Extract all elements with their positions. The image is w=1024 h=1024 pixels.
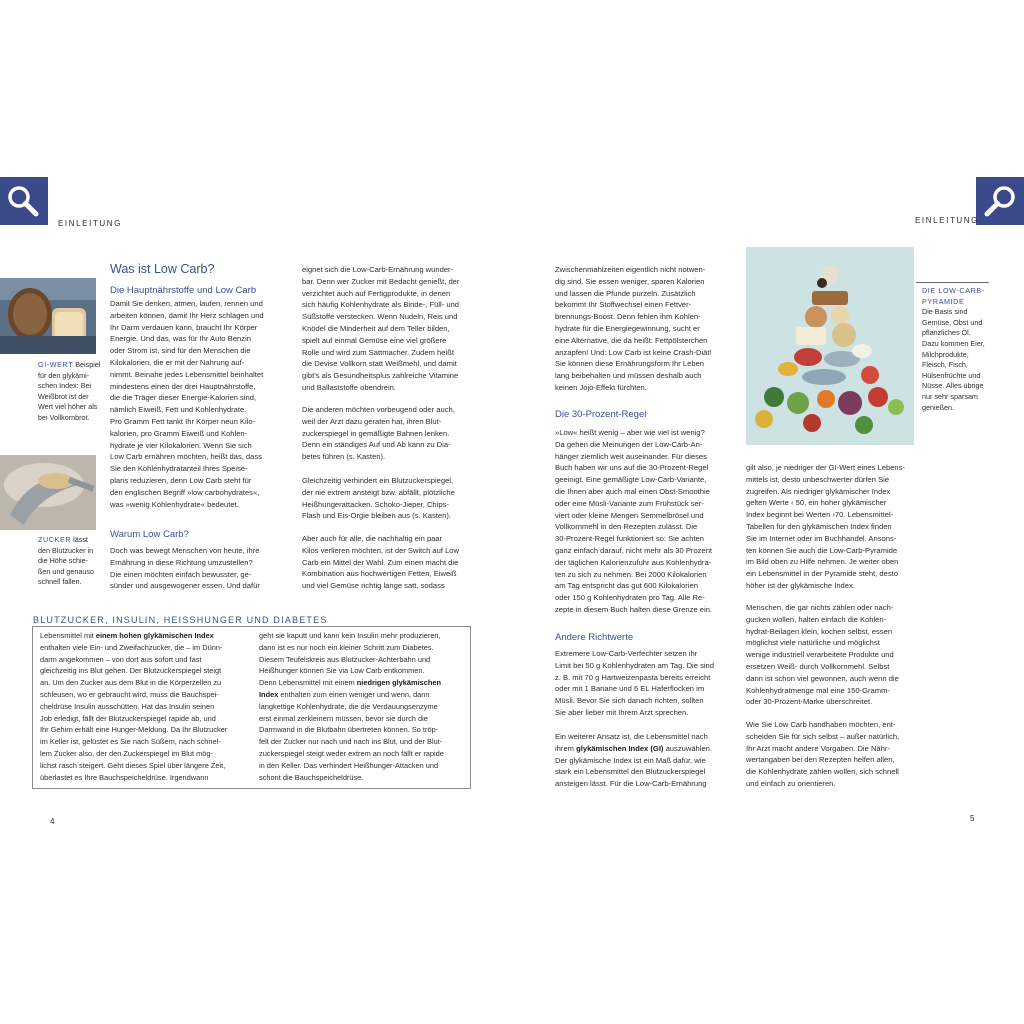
text-part: auszuwählen. Der glykämische Index ist ein Maß dafür, wie stark ein Lebensmittel den Blutzuckerspiegel ansteigen lässt. Für die Low-Carb-Ernährung	[555, 743, 713, 789]
body-paragraph: Extremere Low-Carb-Verfechter setzen ihr Limit bei 50 g Kohlenhydraten am Tag. Die sind z. B. mit 70 g Hartweizenpasta bereits erreicht oder mit 1 Banane und 6 EL Haferflocken im Müsli. Bevor Sie sich danach richten, sollten Sie aber lieber mit Ihrem Arzt sprechen.	[555, 649, 715, 717]
body-paragraph: gilt also, je niedriger der GI-Wert eines Lebens- mittels ist, desto unbeschwerter dürfen Sie zugreifen. Als niedriger glykämischer Index gelten Werte ‹ 50, ein hoher glykämischer Index beginnt bei Werten ›70. Lebensmittel- Tabellen für den glykämischen Index finden Sie im Internet oder im Buchhandel. Ansons- ten können Sie auch die Low-Carb-Pyramide im Bild oben zu Hilfe nehmen. Je weiter oben ein Lebensmittel in der Pyramide steht, desto höher ist der glykämische Index.	[746, 463, 905, 590]
magnifier-icon	[0, 177, 48, 225]
page-heading: Was ist Low Carb?	[110, 262, 215, 276]
subheading-warum: Warum Low Carb?	[110, 529, 189, 540]
caption-zucker	[38, 535, 102, 588]
page-number: 5	[970, 814, 975, 823]
magnifier-icon	[976, 177, 1024, 225]
subheading-30-prozent: Die 30-Prozent-Regel	[555, 409, 647, 420]
infobox-text-part: Lebensmittel mit	[40, 631, 96, 640]
infobox-text	[259, 630, 465, 783]
infobox-text-part: enthalten zum einen weniger und wenn, dann langkettige Kohlenhydrate, die die Verdauungsenzyme erst einmal zerkleinern müssen, bevor sie durch die Darmwand in die Blutbahn übertreten können. So tröp- felt der Zucker nur nach und nach ins Blut, und der Blut- zuckerspiegel steigt weder extrem an noch fällt er rapide in den Keller. Das verhindert Heißhunger-Attacken und schont die Bauchspeicheldrüse.	[259, 689, 444, 782]
caption-gi-text: Beispiel für den glykämi- schen Index: Bei Weißbrot ist der Wert viel höher als bei Vollkornbrot.	[38, 360, 101, 422]
body-paragraph: Aber auch für alle, die nachhaltig ein paar Kilos verlieren möchten, ist der Switch auf Low Carb ein Mittel der Wahl. Zum einen macht die Kombination aus hochwertigen Fetten, Eiweiß und viel Gemüse richtig lange satt, sodass	[302, 534, 460, 591]
caption-pyramid	[922, 286, 992, 413]
bread-photo	[0, 278, 96, 354]
infobox-text-part: geht sie kaputt und kann kein Insulin mehr produzieren, dann ist es nur noch ein kleiner Schritt zum Diabetes. Diesem Teufelskreis aus Blutzucker-Achterbahn und Heißhunger können Sie via Low Carb entkommen. Denn Lebensmittel mit einem	[259, 631, 441, 688]
body-paragraph: eignet sich die Low-Carb-Ernährung wunder- bar. Denn wer Zucker mit Bedacht genießt, der verzichtet auch auf Fertigprodukte, in denen sich häufig Kohlenhydrate als Binde-, Füll- und Süßstoffe verstecken. Wenn Nudeln, Reis und Knödel die Minderheit auf dem Teller bilden, spielt auf einmal Gemüse eine viel größere Rolle und wird zum Sattmacher. Zudem heißt die Devise Vollkorn statt Weißmehl, und damit gibt's als Gesundheitsplus zahlreiche Vitamine und Ballaststoffe obendrein.	[302, 265, 460, 392]
infobox-title: BLUTZUCKER, INSULIN, HEISSHUNGER UND DIABETES	[33, 615, 328, 625]
body-paragraph: Wie Sie Low Carb handhaben möchten, ent- scheiden Sie für sich selbst – außer natürlich, Ihr Arzt macht andere Vorgaben. Die Nähr- wertangaben bei den Rezepten helfen allen, die Kohlenhydrate zählen wollen, sich schnell und einfach zu orientieren.	[746, 720, 900, 788]
subheading-hauptnaehrstoffe: Die Hauptnährstoffe und Low Carb	[110, 285, 257, 296]
infobox-bold: einem hohen glykämischen Index	[95, 631, 214, 640]
body-paragraph: Doch was bewegt Menschen von heute, ihre Ernährung in diese Richtung umzustellen? Die einen möchten einfach bewusster, ge- sünder und ausgewogener essen. Und dafür	[110, 546, 260, 591]
caption-pyramid-label: DIE LOW-CARB- PYRAMIDE	[922, 286, 985, 306]
infobox-text-part: enthalten viele Ein- und Zweifachzucker, die – im Dünn- darm angekommen – von dort aus sofort und fast gleichzeitig ins Blut gehen. Der Blutzuckerspiegel steigt an. Um den Zucker aus dem Blut in die Körperzellen zu schleusen, wo er gebraucht wird, muss die Bauchspei- cheldrüse Insulin ausschütten. Hat das Insulin seinen Job erledigt, fällt der Blutzuckerspiegel rapide ab, und Ihr Gehirn erhält eine Hunger-Meldung. Da Ihr Blutzucker im Keller ist, gelüstet es Sie nach Süßem, nach schnel- lem Zucker also, der den Zuckerspiegel im Blut mög- lichst rasch steigert. Geht dieses Spiel über längere Zeit, überlastet es Ihre Bauchspeicheldrüse. Irgendwann	[40, 642, 228, 782]
food-pyramid-photo	[746, 247, 914, 445]
body-paragraph: Menschen, die gar nichts zählen oder nach- gucken wollen, halten einfach die Kohlen- hydrat-Beilagen klein, kochen selbst, essen möglichst viele natürliche und möglichst wenige industriell verarbeitete Produkte und ersetzen Weiß- durch Vollkornmehl. Selbst dann ist schon viel gewonnen, auch wenn die Kohlenhydratmenge mal eine 150-Gramm- oder 30-Prozent-Marke überschreitet.	[746, 603, 899, 707]
infobox-text	[40, 630, 252, 783]
text-part: Ein weiterer Ansatz ist, die Lebensmittel nach ihrem	[555, 732, 708, 753]
sugar-scoop-photo	[0, 455, 96, 530]
body-paragraph: Die anderen möchten vorbeugend oder auch, weil der Arzt dazu geraten hat, ihren Blut- zuckerspiegel in gemäßigte Bahnen lenken. Denn ein ständiges Auf und Ab kann zu Dia- betes führen (s. Kasten).	[302, 405, 455, 462]
caption-zucker-text: lässt den Blutzucker in die Höhe schie- ßen und genauso schnell fallen.	[38, 535, 94, 587]
body-paragraph: Gleichzeitig verhindert ein Blutzuckerspiegel, der nie extrem ansteigt bzw. abfällt, plötzliche Heißhungerattacken. Schoko-Jieper, Chips- Flash und Eis-Orgie bleiben aus (s. Kasten).	[302, 476, 455, 521]
section-label: EINLEITUNG	[58, 219, 123, 228]
caption-pyramid-text: Die Basis sind Gemüse, Obst und pflanzliches Öl. Dazu kommen Eier, Milchprodukte, Fleisch, Fisch, Hülsenfrüchte und Nüsse. Alles übrige nur sehr sparsam genießen.	[922, 307, 985, 412]
body-paragraph: Damit Sie denken, atmen, laufen, rennen und arbeiten können, damit Ihr Herz schlagen und Ihr Darm verdauen kann, braucht Ihr Körper Energie. Und das, was für Ihr Auto Benzin oder Strom ist, sind für den Menschen die Kilokalorien, die er mit der Nahrung auf- nimmt. Beinahe jedes Lebensmittel beinhaltet mindestens einen der drei Hauptnährstoffe, die die Träger dieser Energie-Kalorien sind, nämlich Eiweiß, Fett und Kohlenhydrate. Pro Gramm Fett tankt Ihr Körper neun Kilo- kalorien, pro Gramm Eiweiß und Kohlen- hydrate je vier Kilokalorien. Wenn Sie sich Low Carb ernähren möchten, heißt das, dass Sie den Kohlenhydratanteil Ihres Speise- plans reduzieren, denn Low Carb steht für den englischen Begriff »low carbohydrates«, was »wenig Kohlenhydrate« bedeutet.	[110, 299, 264, 509]
bold-term: glykämischen Index (GI)	[576, 743, 664, 753]
caption-gi-label: GI-WERT	[38, 360, 74, 369]
caption-zucker-label: ZUCKER	[38, 535, 72, 544]
body-paragraph: Zwischenmahlzeiten eigentlich nicht notwen- dig sind. Sie essen weniger, sparen Kalorien und lassen die Pfunde purzeln. Zusätzlich bekommt Ihr Stoffwechsel einen Fettver- brennungs-Boost. Denn fehlen ihm Kohlen- hydrate für die Energiegewinnung, sucht er eine Alternative, die da heißt: Fettpölsterchen anzapfen! Und: Low Carb ist keine Crash-Diät! Sie können diese Ernährungsform Ihr Leben lang beibehalten und müssen deshalb auch keinen Jojo-Effekt fürchten.	[555, 265, 712, 392]
body-paragraph: »Low« heißt wenig – aber wie viel ist wenig? Da gehen die Meinungen der Low-Carb-An- hänger ziemlich weit auseinander. Für dieses Buch haben wir uns auf die 30-Prozent-Regel geeinigt. Eine gemäßigte Low-Carb-Variante, die Ihnen aber auch mal einen Obst-Smoothie oder eine Müsli-Variante zum Frühstück ser- viert oder kleine Mengen Semmelbrösel und Vollkornmehl in den Rezepten zulässt. Die 30-Prozent-Regel funktioniert so: Sie achten ganz einfach darauf, nicht mehr als 30 Prozent der täglichen Kalorienzufuhr aus Kohlenhydra- ten zu sich zu nehmen. Bei 2000 Kilokalorien am Tag entspricht das gut 600 Kilokalorien oder 150 g Kohlenhydraten pro Tag. Alle Re- zepte in diesem Buch halten diese Grenze ein.	[555, 428, 713, 614]
infobox-bold: niedrigen glykämischen Index	[259, 678, 441, 699]
page-number: 4	[50, 817, 55, 826]
body-paragraph	[555, 731, 735, 790]
caption-rule	[916, 282, 989, 283]
section-label: EINLEITUNG	[915, 216, 980, 225]
subheading-richtwerte: Andere Richtwerte	[555, 632, 634, 643]
caption-gi	[38, 360, 102, 424]
